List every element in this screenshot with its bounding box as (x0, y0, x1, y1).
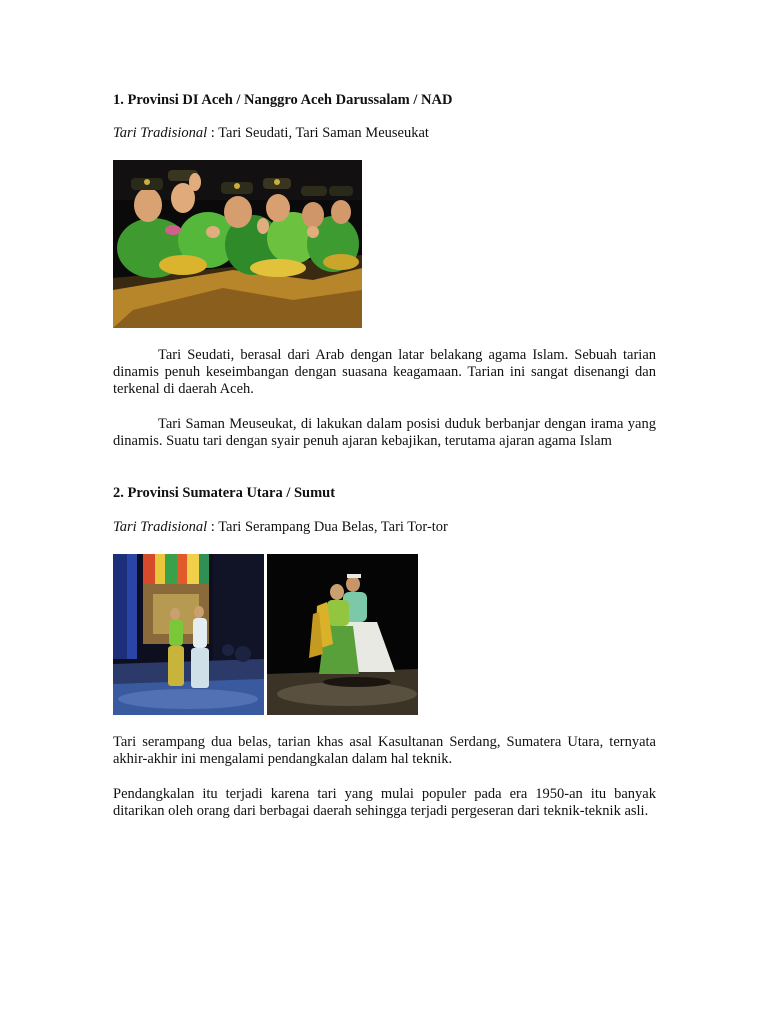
section-2-subtitle-separator: : (207, 519, 219, 535)
section-1-heading: 1. Provinsi DI Aceh / Nanggro Aceh Darussalam / NAD (113, 92, 453, 108)
section-1-subtitle-label: Tari Tradisional (113, 125, 208, 141)
section-2-subtitle-value: Tari Serampang Dua Belas, Tari Tor-tor (218, 519, 448, 535)
section-2-subtitle-label: Tari Tradisional (113, 519, 208, 535)
section-1-subtitle (113, 125, 429, 142)
section-1-subtitle-value: Tari Seudati, Tari Saman Meuseukat (218, 125, 429, 141)
section-2-paragraph-1: Tari serampang dua belas, tarian khas asal Kasultanan Serdang, Sumatera Utara, ternyata akhir-akhir ini mengalami pendangkalan dalam hal teknik. (113, 734, 656, 767)
section-2-paragraph-2: Pendangkalan itu terjadi karena tari yang mulai populer pada era 1950-an itu banyak ditarikan oleh orang dari berbagai daerah sehingga terjadi pergeseran dari teknik-teknik asli. (113, 786, 656, 819)
serampang-stage-photo-left (113, 554, 264, 715)
serampang-stage-photo-right (267, 554, 418, 715)
section-2-subtitle (113, 519, 448, 536)
section-1-paragraph-2: Tari Saman Meuseukat, di lakukan dalam posisi duduk berbanjar dengan irama yang dinamis. Suatu tari dengan syair penuh ajaran kebajikan, terutama ajaran agama Islam (113, 416, 656, 449)
section-2-heading: 2. Provinsi Sumatera Utara / Sumut (113, 485, 336, 501)
section-1-paragraph-1: Tari Seudati, berasal dari Arab dengan latar belakang agama Islam. Sebuah tarian dinamis penuh keseimbangan dengan suasana keagamaan. Tarian ini sangat disenangi dan terkenal di daerah Aceh. (113, 347, 656, 397)
saman-dancers-photo (113, 160, 362, 328)
section-1-subtitle-separator: : (207, 125, 219, 141)
